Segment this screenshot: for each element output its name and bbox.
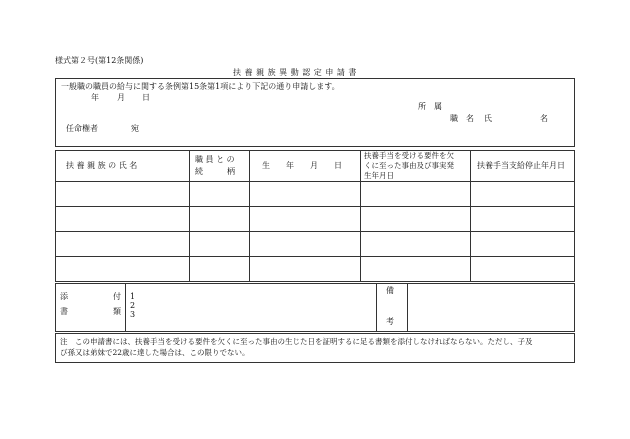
col-header-reason-1: 扶養手当を受ける要件を欠 bbox=[364, 151, 454, 160]
col-header-reason-2: くに至った事由及び事実発 bbox=[364, 161, 454, 170]
attached-item-2: 2 bbox=[130, 301, 136, 310]
honorific: 宛 bbox=[131, 124, 139, 133]
col-header-reason-3: 生年月日 bbox=[364, 171, 394, 180]
appointer-label: 任命権者 bbox=[66, 124, 98, 133]
date-year-label: 年 bbox=[91, 93, 99, 102]
col-header-birth: 生 年 月 日 bbox=[262, 161, 342, 170]
page-title: 扶 養 親 族 異 動 認 定 申 請 書 bbox=[233, 68, 357, 77]
note-line-2: び孫又は弟妹で22歳に達した場合は、この限りでない。 bbox=[60, 348, 250, 357]
col-header-relation-1: 職 員 と の bbox=[195, 155, 235, 164]
remarks-label-a: 備 bbox=[386, 286, 394, 295]
intro-text: 一般職の職員の給与に関する条例第15条第1項により下記の通り申請します。 bbox=[61, 82, 340, 91]
col-header-name: 扶 養 親 族 の 氏 名 bbox=[66, 161, 138, 170]
attached-item-3: 3 bbox=[130, 310, 136, 319]
attached-item-1: 1 bbox=[130, 292, 136, 301]
note-line-1: 注 この申請書には、扶養手当を受ける要件を欠くに至った事由の生じた日を証明するに足る書類を添付しなければならない。ただし、子及 bbox=[60, 337, 533, 346]
name-label: 氏 bbox=[484, 114, 492, 123]
attached-label-a: 添 bbox=[60, 292, 68, 301]
attached-label-b: 付 bbox=[113, 292, 121, 301]
date-day-label: 日 bbox=[142, 93, 150, 102]
date-month-label: 月 bbox=[117, 93, 125, 102]
col-header-stop-date: 扶養手当支給停止年月日 bbox=[477, 161, 565, 170]
attached-label-d: 類 bbox=[113, 307, 121, 316]
position-label: 職 名 bbox=[450, 114, 474, 123]
affiliation-label: 所 属 bbox=[418, 102, 442, 111]
name-label-2: 名 bbox=[540, 114, 548, 123]
remarks-label-b: 考 bbox=[386, 317, 394, 326]
form-id: 様式第２号(第12条関係) bbox=[55, 56, 144, 65]
attached-label-c: 書 bbox=[60, 307, 68, 316]
col-header-relation-2: 続 柄 bbox=[195, 167, 235, 176]
